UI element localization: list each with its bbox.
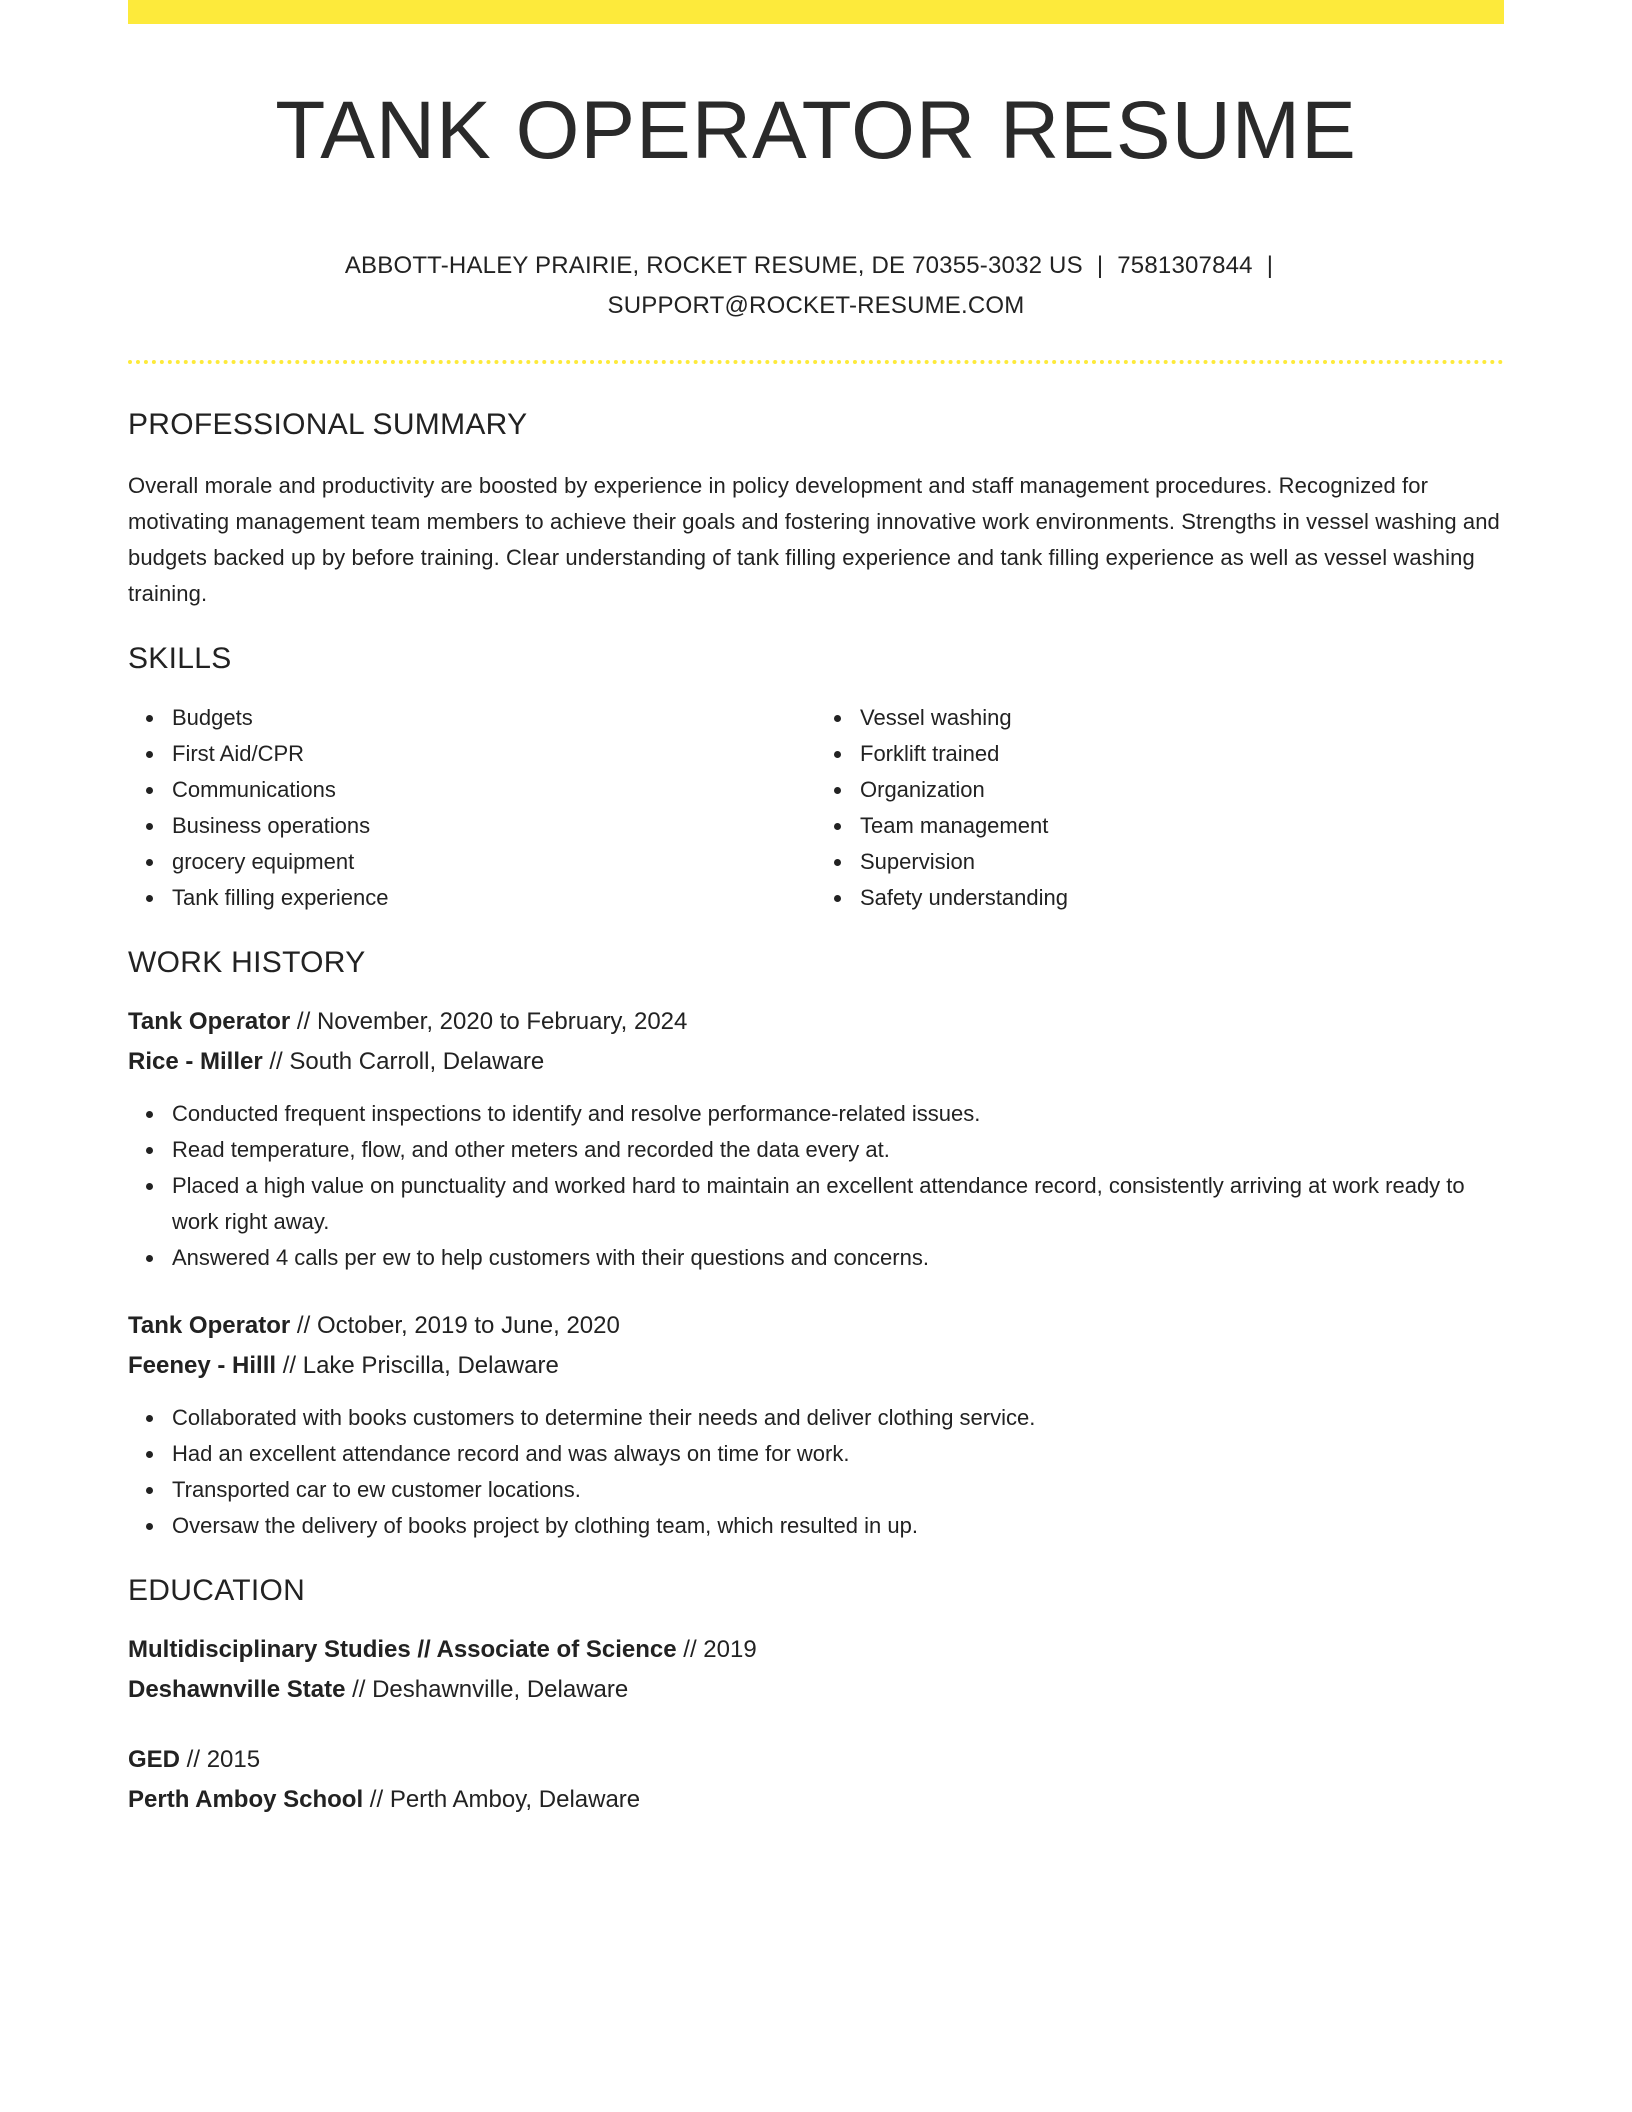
contact-info [128,246,1504,326]
education-school-line [128,1670,1504,1710]
summary-text: Overall morale and productivity are boosted by experience in policy development and staff management procedures. Recognized for motivating management team members to achieve their goals and fostering innovative work environments. Strengths in vessel washing and budgets backed up by before training. Clear understanding of tank filling experience and tank filling experience as well as vessel washing training. [128,473,1500,607]
skills-column-right [816,700,1504,916]
job-title-line [128,1002,1504,1042]
skill-item: Tank filling experience [128,880,816,916]
education-degree: Multidisciplinary Studies // Associate of Science [128,1636,677,1664]
job-company-line [128,1346,1504,1386]
job-bullet: Oversaw the delivery of books project by clothing team, which resulted in up. [128,1508,1504,1544]
education-degree-line [128,1740,1504,1780]
skill-item: Vessel washing [816,700,1504,736]
skill-item: Budgets [128,700,816,736]
job-company: Rice - Miller [128,1048,263,1076]
contact-phone: 7581307844 [1117,252,1253,280]
education-entry [128,1740,1504,1820]
job-bullet: Collaborated with books customers to determine their needs and deliver clothing service. [128,1400,1504,1436]
job-company: Feeney - Hilll [128,1352,277,1380]
education-heading: EDUCATION [128,1574,306,1608]
job-company-line [128,1042,1504,1082]
education-degree: GED [128,1746,181,1774]
dotted-divider [128,360,1504,364]
contact-email[interactable]: SUPPORT@ROCKET-RESUME.COM [607,292,1025,320]
contact-separator: | [1266,252,1274,280]
job-bullets [128,1096,1504,1276]
contact-address: ABBOTT-HALEY PRAIRIE, ROCKET RESUME, DE 70355-3032 US [344,252,1083,280]
job-title: Tank Operator [128,1312,291,1340]
skills-list [128,700,1504,916]
education-location: // Deshawnville, Delaware [345,1676,629,1704]
skill-item: Business operations [128,808,816,844]
job-bullet: Answered 4 calls per ew to help customers with their questions and concerns. [128,1240,1504,1276]
job-entry [128,1002,1504,1276]
resume-page [128,0,1504,1820]
skills-heading: SKILLS [128,642,232,676]
skill-item: Organization [816,772,1504,808]
contact-separator: | [1096,252,1104,280]
education-school: Perth Amboy School [128,1786,364,1814]
skill-item: Supervision [816,844,1504,880]
job-title-line [128,1306,1504,1346]
job-bullet: Conducted frequent inspections to identify and resolve performance-related issues. [128,1096,1504,1132]
job-bullets [128,1400,1504,1544]
skill-item: First Aid/CPR [128,736,816,772]
job-dates: // November, 2020 to February, 2024 [290,1008,688,1036]
education-degree-line [128,1630,1504,1670]
job-location: // Lake Priscilla, Delaware [276,1352,559,1380]
skill-item: grocery equipment [128,844,816,880]
skill-item: Communications [128,772,816,808]
education-year: // 2019 [676,1636,757,1664]
skill-item: Forklift trained [816,736,1504,772]
page-title: TANK OPERATOR RESUME [275,85,1357,176]
education-entry [128,1630,1504,1710]
job-dates: // October, 2019 to June, 2020 [290,1312,620,1340]
job-title: Tank Operator [128,1008,291,1036]
skill-item: Team management [816,808,1504,844]
job-bullet: Placed a high value on punctuality and worked hard to maintain an excellent attendance record, consistently arriving at work ready to work right away. [128,1168,1504,1240]
accent-top-bar [128,0,1504,24]
education-school-line [128,1780,1504,1820]
job-bullet: Transported car to ew customer locations. [128,1472,1504,1508]
job-bullet: Read temperature, flow, and other meters and recorded the data every at. [128,1132,1504,1168]
education-location: // Perth Amboy, Delaware [363,1786,641,1814]
skill-item: Safety understanding [816,880,1504,916]
work-history-heading: WORK HISTORY [128,946,366,980]
skills-column-left [128,700,816,916]
summary-heading: PROFESSIONAL SUMMARY [128,408,528,442]
job-location: // South Carroll, Delaware [262,1048,545,1076]
job-entry [128,1306,1504,1544]
education-school: Deshawnville State [128,1676,346,1704]
education-year: // 2015 [180,1746,261,1774]
job-bullet: Had an excellent attendance record and was always on time for work. [128,1436,1504,1472]
